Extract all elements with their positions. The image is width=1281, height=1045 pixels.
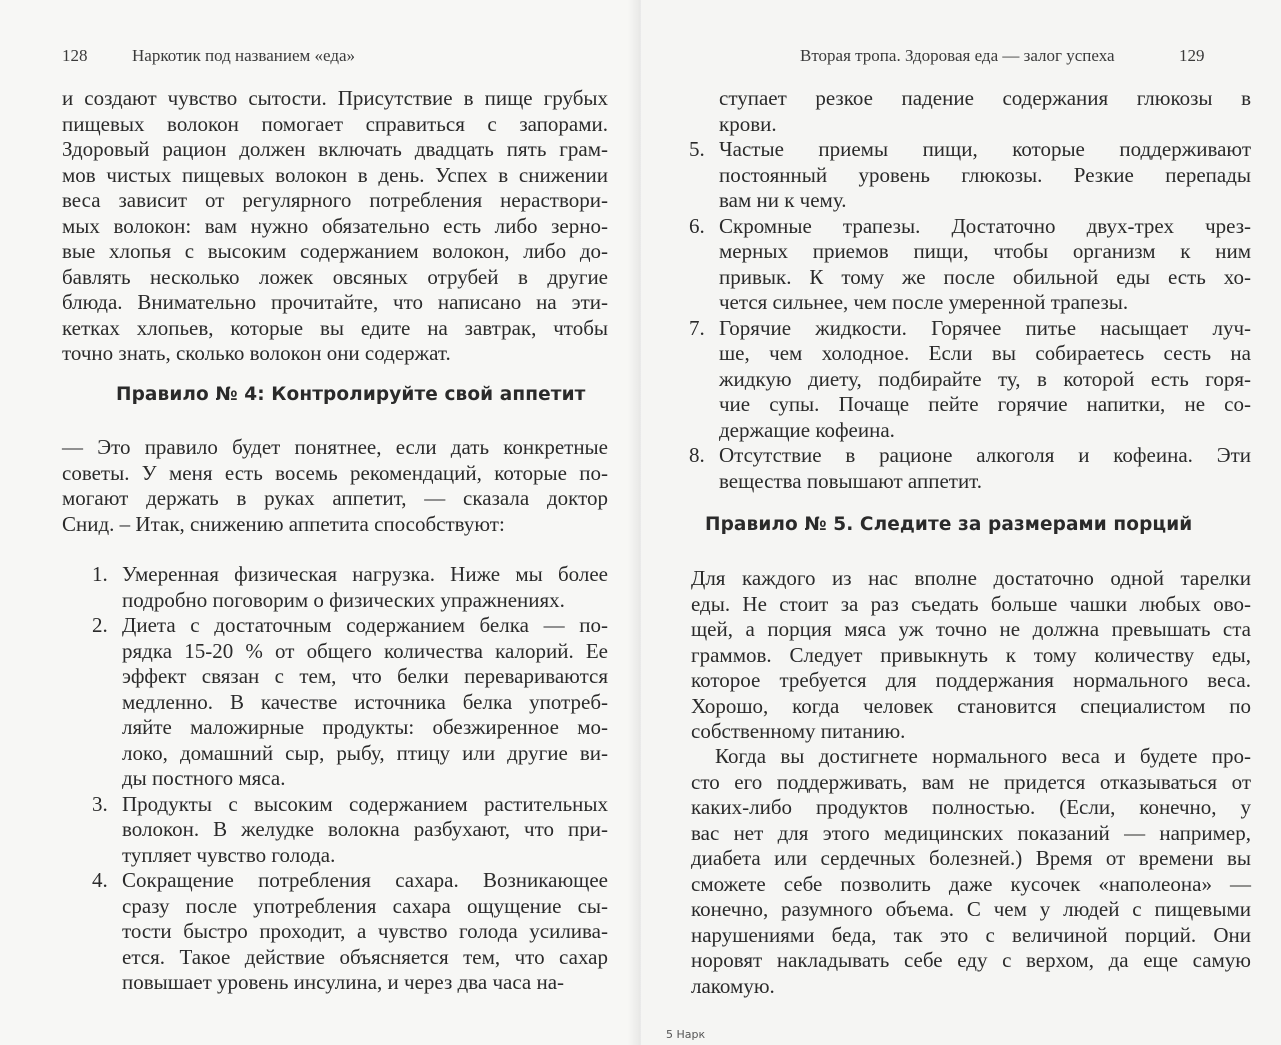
text-line: бавлять несколько ложек овсяных отрубей в другие: [62, 264, 608, 289]
text-line: пищевых волокон помогает справиться с запорами.: [62, 111, 608, 136]
text-line: жидкую диету, подбирайте ту, в которой есть горя-: [719, 366, 1251, 391]
left-paragraph-rule4: [62, 435, 608, 537]
list-item-number: 6.: [689, 213, 705, 238]
text-line: норовят накладывать себе еду с верхом, да еще самую: [691, 948, 1251, 972]
list-item-number: 4.: [92, 868, 108, 892]
text-line: Частые приемы пищи, которые поддерживают: [719, 137, 1251, 161]
text-line: повышает уровень инсулина, и через два часа на-: [122, 970, 565, 994]
text-line: ляйте маложирные продукты: обезжиренное мо-: [122, 715, 608, 739]
left-recommendations-list: [92, 562, 608, 996]
right-paragraph-rule5: [691, 566, 1251, 745]
list-item-number: 1.: [92, 562, 108, 586]
list-item-number: 7.: [689, 315, 705, 340]
text-line: тости быстро проходит, а чувство голода усилива-: [122, 919, 608, 943]
rule4-heading: Правило № 4: Контролируйте свой аппетит: [116, 384, 586, 405]
left-page-number: 128: [62, 46, 88, 65]
text-line: ше, чем холодное. Если вы собираетесь сесть на: [719, 341, 1251, 365]
right-page: [641, 0, 1281, 1045]
list-item: [689, 443, 1251, 494]
text-line: — Это правило будет понятнее, если дать конкретные: [62, 435, 608, 459]
text-line: Когда вы достигнете нормального веса и будете про-: [715, 744, 1251, 768]
text-line: подробно поговорим о физических упражнениях.: [122, 587, 565, 612]
text-line: постоянный уровень глюкозы. Резкие перепады: [719, 162, 1251, 187]
text-line: Отсутствие в рационе алкоголя и кофеина. Эти: [719, 443, 1251, 467]
text-line: крови.: [719, 111, 777, 136]
signature-mark: 5 Нарк: [666, 1028, 706, 1041]
text-line: каких-либо продуктов полностью. (Если, конечно, у: [691, 795, 1251, 819]
list-item: [689, 315, 1251, 444]
text-line: Для каждого из нас вполне достаточно одной тарелки: [691, 566, 1251, 590]
text-line: Умеренная физическая нагрузка. Ниже мы более: [122, 562, 608, 586]
text-line: граммов. Следует привыкнуть к тому количеству еды,: [691, 642, 1251, 667]
right-page-number: 129: [1179, 46, 1205, 65]
text-line: вас нет для этого медицинских показаний — например,: [691, 820, 1251, 845]
list-item: [92, 562, 608, 613]
text-line: вещества повышают аппетит.: [719, 468, 983, 493]
text-line: советы. У меня есть восемь рекомендаций, которые по-: [62, 460, 608, 485]
text-line: локо, домашний сыр, рыбу, птицу или другие ви-: [122, 740, 608, 765]
text-line: мов чистых пищевых волокон в день. Успех в снижении: [62, 162, 608, 187]
list-item-number: 3.: [92, 791, 108, 816]
text-line: кетках хлопьев, которые вы едите на завтрак, чтобы: [62, 315, 608, 340]
list-item-number: 8.: [689, 443, 705, 467]
text-line: чие супы. Почаще пейте горячие напитки, не со-: [719, 392, 1251, 416]
text-line: конечно, разумного объема. С чем у людей с пищевыми: [691, 897, 1251, 921]
text-line: эффект связан с тем, что белки перевариваются: [122, 664, 608, 688]
text-line: точно знать, сколько волокон они содержат.: [62, 341, 451, 365]
text-line: мерных приемов пищи, чтобы организм к ним: [719, 239, 1251, 263]
text-line: нарушениями беда, так это с величиной порций. Они: [691, 922, 1251, 947]
list-item-number: 2.: [92, 613, 108, 637]
text-line: чется сильнее, чем после умеренной трапезы.: [719, 290, 1129, 314]
text-line: вам ни к чему.: [719, 188, 847, 212]
text-line: мых волокон: вам нужно обязательно есть либо зерно-: [62, 213, 608, 238]
text-line: Продукты с высоким содержанием растительных: [122, 791, 608, 816]
list-item: [92, 791, 608, 869]
text-line: держащие кофеина.: [719, 417, 895, 442]
text-line: Здоровый рацион должен включать двадцать пять грам-: [62, 137, 608, 161]
text-line: лакомую.: [691, 973, 775, 998]
text-line: Хорошо, когда человек становится специалистом по: [691, 693, 1251, 718]
left-paragraph-top: [62, 86, 608, 367]
text-line: блюда. Внимательно прочитайте, что написано на эти-: [62, 290, 608, 314]
text-line: Горячие жидкости. Горячее питье насыщает луч-: [719, 315, 1251, 340]
left-page: [0, 0, 640, 1045]
text-line: сможете себе позволить даже кусочек «наполеона» —: [691, 871, 1251, 896]
text-line: Диета с достаточным содержанием белка — по-: [122, 613, 608, 637]
text-line: Снид. – Итак, снижению аппетита способствуют:: [62, 511, 505, 536]
text-line: веса зависит от регулярного потребления нераствори-: [62, 188, 608, 212]
rule5-heading: Правило № 5. Следите за размерами порций: [705, 514, 1193, 535]
text-line: и создают чувство сытости. Присутствие в пище грубых: [62, 86, 608, 110]
text-line: могают держать в руках аппетит, — сказала доктор: [62, 486, 608, 510]
text-line: привык. К тому же после обильной еды есть хо-: [719, 264, 1251, 289]
text-line: еды. Не стоит за раз съедать больше чашки любых ово-: [691, 591, 1251, 616]
text-line: рядка 15-20 % от общего количества калорий. Ее: [122, 638, 608, 663]
list-item: [92, 868, 608, 996]
list-item: [92, 613, 608, 792]
list-item: [689, 137, 1251, 214]
left-running-title: Наркотик под названием «еда»: [132, 46, 356, 65]
text-line: диабета или сердечных болезней.) Время от времени вы: [691, 846, 1251, 870]
text-line: ется. Такое действие объясняется тем, что сахар: [122, 944, 608, 969]
text-line: сразу после употребления сахара ощущение сы-: [122, 893, 608, 918]
text-line: волокон. В желудке волокна разбухают, что при-: [122, 817, 608, 841]
right-running-title: Вторая тропа. Здоровая еда — залог успеха: [800, 46, 1115, 65]
right-recommendations-list: [689, 86, 1251, 494]
list-item-number: 5.: [689, 137, 705, 161]
text-line: которое требуется для поддержания нормального веса.: [691, 668, 1251, 692]
right-paragraph-last: [691, 744, 1251, 999]
text-line: вые хлопья с высоким содержанием волокон, либо до-: [62, 239, 608, 263]
text-line: сто его поддерживать, вам не придется отказываться от: [691, 769, 1251, 794]
text-line: ды постного мяса.: [122, 766, 286, 790]
text-line: Скромные трапезы. Достаточно двух-трех чрез-: [719, 213, 1251, 238]
list-item: [689, 213, 1251, 316]
text-line: медленно. В качестве источника белка употреб-: [122, 689, 608, 714]
text-line: щей, а порция мяса уж точно не должна превышать ста: [691, 617, 1251, 641]
text-line: ступает резкое падение содержания глюкозы в: [719, 86, 1251, 110]
text-line: тупляет чувство голода.: [122, 842, 336, 867]
text-line: собственному питанию.: [691, 719, 906, 743]
text-line: Сокращение потребления сахара. Возникающее: [122, 868, 608, 892]
